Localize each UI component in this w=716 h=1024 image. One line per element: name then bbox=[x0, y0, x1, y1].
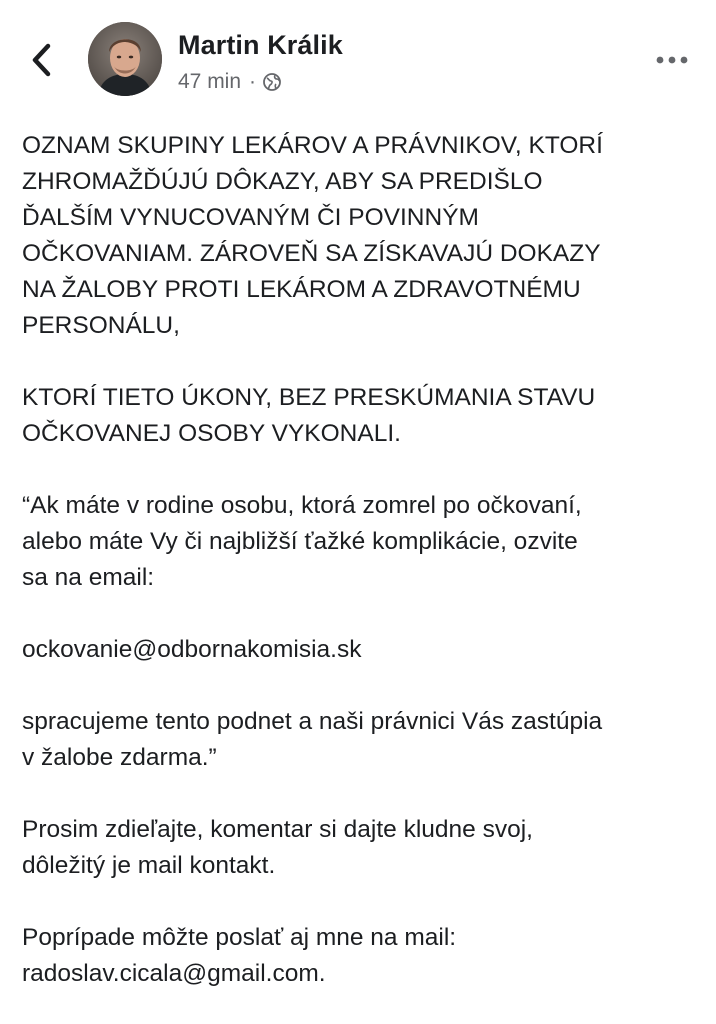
meta-separator: · bbox=[249, 70, 257, 93]
chevron-left-icon bbox=[31, 43, 53, 77]
post-paragraph: spracujeme tento podnet a naši právnici Vás zastúpia v žalobe zdarma.” bbox=[22, 708, 603, 771]
back-button[interactable] bbox=[24, 38, 60, 82]
email-link[interactable]: radoslav.cicala@gmail.com. bbox=[22, 960, 326, 987]
post-paragraph: KTORÍ TIETO ÚKONY, BEZ PRESKÚMANIA STAVU OČKOVANEJ OSOBY VYKONALI. bbox=[22, 384, 596, 447]
post-timestamp[interactable]: 47 min bbox=[178, 70, 242, 93]
post-meta bbox=[178, 70, 282, 94]
post-header bbox=[0, 0, 716, 110]
post-paragraph: Poprípade môžte poslať aj mne na mail: bbox=[22, 924, 457, 951]
post-paragraph: OZNAM SKUPINY LEKÁROV A PRÁVNIKOV, KTORÍ ZHROMAŽĎÚJÚ DÔKAZY, ABY SA PREDIŠLO ĎALŠÍM VYNUCOVANÝM ČI POVINNÝM OČKOVANIAM. ZÁROVEŇ SA ZÍSKAVAJÚ DOKAZY NA ŽALOBY PROTI LEKÁROM A ZDRAVOTNÉMU PERSONÁLU, bbox=[22, 132, 603, 339]
email-paragraph bbox=[22, 632, 702, 668]
post-body bbox=[22, 128, 702, 992]
author-name[interactable]: Martin Králik bbox=[178, 30, 343, 60]
more-options-button[interactable] bbox=[652, 50, 692, 70]
avatar-photo bbox=[88, 22, 162, 96]
email-link[interactable]: ockovanie@odbornakomisia.sk bbox=[22, 636, 362, 663]
post-paragraph: “Ak máte v rodine osobu, ktorá zomrel po očkovaní, alebo máte Vy či najbližší ťažké komplikácie, ozvite sa na email: bbox=[22, 492, 582, 591]
post-paragraph: Prosim zdieľajte, komentar si dajte kludne svoj, dôležitý je mail kontakt. bbox=[22, 816, 533, 879]
globe-icon bbox=[262, 72, 282, 92]
contact-paragraph bbox=[22, 920, 702, 992]
avatar[interactable] bbox=[88, 22, 162, 96]
more-dots-icon bbox=[654, 55, 690, 65]
